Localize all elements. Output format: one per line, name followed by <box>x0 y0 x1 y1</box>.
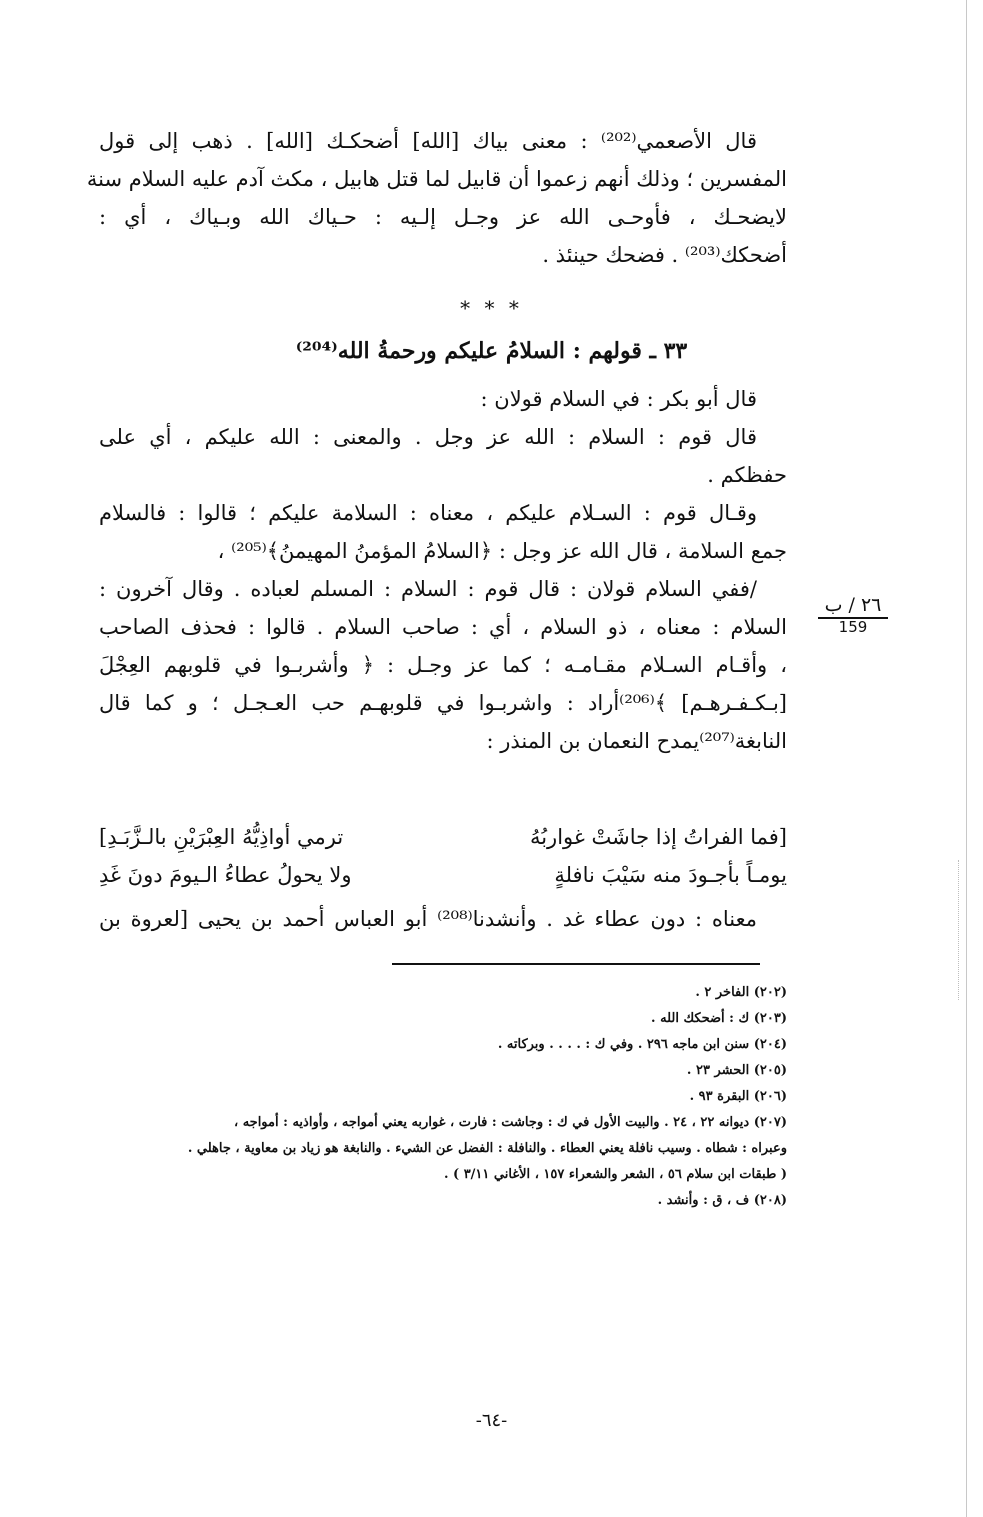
footnote: (٢٠٣) ك : أضحكك الله . <box>651 1011 787 1026</box>
text-line: جمع السلامة ، قال الله عز وجل : ﴿السلامُ المؤمنُ المهيمنُ﴾⁽²⁰⁵⁾ ، <box>217 539 787 563</box>
text-line: /ففي السلام قولان : قال قوم : السلام : المسلم لعباده . وقال آخرون : <box>99 577 757 601</box>
footnote: (٢٠٧) ديوانه ٢٢ ، ٢٤ . والبيت الأول في ك : وجاشت : فارت ، غواربه يعني أمواجه ، وأواذيه : أمواجه ، <box>233 1115 787 1130</box>
text-line: وقـال قوم : السـلام عليكم ، معناه : السلامة عليكم ؛ قالوا : فالسلام <box>99 501 757 525</box>
text-line: أضحكك⁽²⁰³⁾ . فضحك حينئذ . <box>542 243 787 267</box>
verse-line <box>99 856 787 894</box>
footnote: (٢٠٨) ف ، ق : وأنشد . <box>657 1193 787 1208</box>
footnote-divider <box>392 963 760 965</box>
intro-paragraph <box>86 122 787 274</box>
text-line: قال قوم : السلام : الله عز وجل . والمعنى : الله عليكم ، أي على <box>99 425 757 449</box>
footnote: (٢٠٦) البقرة ٩٣ . <box>689 1089 787 1104</box>
footnotes <box>99 980 787 1214</box>
text-line: ، وأقـام السـلام مقـامـه ؛ كما عز وجـل : ﴿ وأشربـوا في قلوبهم العِجْلَ <box>99 653 787 677</box>
verse-first-hemistich: [فما الفراتُ إذا جاشَتْ غواربُهُ <box>529 825 787 849</box>
verse-line <box>99 818 787 856</box>
verse-second-hemistich: ترمي أواذِيُّهُ العِبْرَيْنِ بالـزَّبَـدِ] <box>99 825 344 849</box>
text-line: لايضحـك ، فأوحـى الله عز وجـل إلـيه : حـياك الله وبـياك ، أي : <box>99 205 787 229</box>
section-heading: ٣٣ ـ قولهم : السلامُ عليكم ورحمةُ الله⁽²⁰⁴⁾ <box>295 338 688 364</box>
page-number: -٦٤- <box>475 1410 508 1431</box>
verse-first-hemistich: يومـاً بأجـودَ منه سَيْبَ نافلةٍ <box>554 863 787 887</box>
footnote: وعبراه : شطاه . وسيب نافلة يعني العطاء . والنافلة : الفضل عن الشيء . والنابغة هو زياد بن معاوية ، جاهلي . <box>187 1141 787 1156</box>
section-separator: * * * <box>460 296 523 320</box>
page-edge-line <box>966 0 967 1517</box>
margin-folio-reference <box>818 594 888 635</box>
text-line: معناه : دون عطاء غد . وأنشدنا⁽²⁰⁸⁾ أبو العباس أحمد بن يحيى [لعروة بن <box>99 907 757 931</box>
text-line: قال أبو بكر : في السلام قولان : <box>480 387 757 411</box>
closing-paragraph <box>99 900 787 938</box>
text-line: [بـكـفـرهـم] ﴾⁽²⁰⁶⁾أراد : واشربـوا في قلوبهـم حب العـجـل ؛ و كما قال <box>99 691 787 715</box>
footnote: (٢٠٥) الحشر ٢٣ . <box>686 1063 787 1078</box>
footnote: (٢٠٤) سنن ابن ماجه ٢٩٦ . وفي ك : . . . . وبركاته . <box>497 1037 787 1052</box>
footnote: (٢٠٢) الفاخر ٢ . <box>695 985 787 1000</box>
text-line: السلام : معناه ، ذو السلام ، أي : صاحب السلام . قالوا : فحذف الصاحب <box>99 615 787 639</box>
footnote: ( طبقات ابن سلام ٥٦ ، الشعر والشعراء ١٥٧ ، الأغاني ٣/١١ ) . <box>443 1167 787 1182</box>
verse-second-hemistich: ولا يحولُ عطاءُ الـيومَ دونَ غَدِ <box>99 863 352 887</box>
text-line: قال الأصعمي⁽²⁰²⁾ : معنى بياك [الله] أضحكـك [الله] . ذهب إلى قول <box>99 129 757 153</box>
folio-page-number: 159 <box>838 618 868 636</box>
text-line: المفسرين ؛ وذلك أنهم زعموا أن قابيل لما قتل هابيل ، مكث آدم عليه السلام سنة <box>86 167 787 191</box>
page-edge-dots <box>958 860 960 1000</box>
section-body <box>99 380 787 760</box>
folio-number: ٢٦ / ب <box>818 594 888 619</box>
text-line: النابغة⁽²⁰⁷⁾يمدح النعمان بن المنذر : <box>486 729 787 753</box>
text-line: حفظكم . <box>707 463 787 487</box>
